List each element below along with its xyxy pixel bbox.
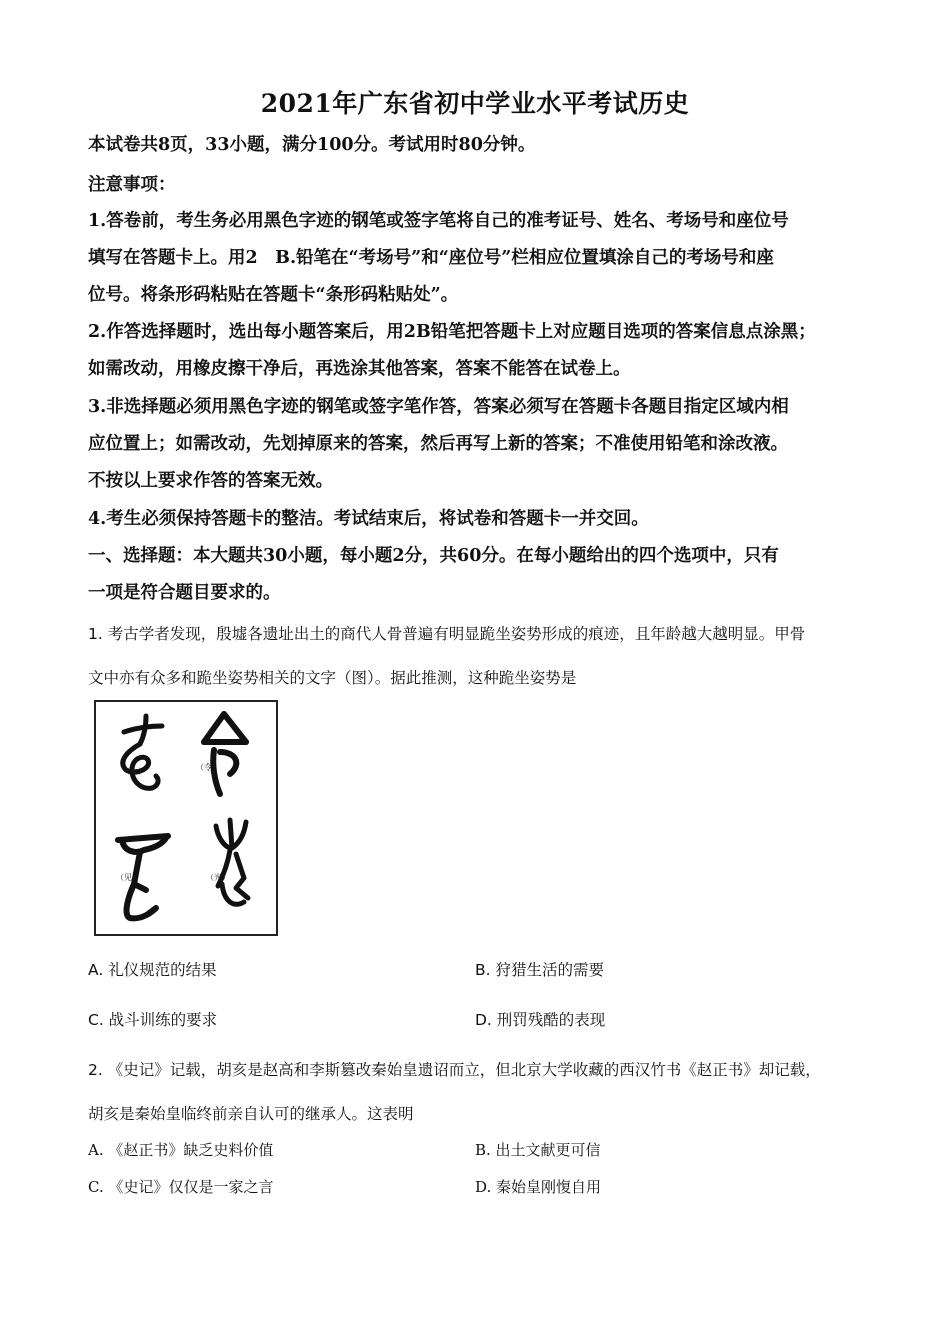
question-2-text: 2. 《史记》记载，胡亥是赵高和李斯篡改秦始皇遗诏而立，但北京大学收藏的西汉竹书《赵正书》却记载， bbox=[88, 1061, 821, 1079]
oracle-glyph-guang bbox=[216, 820, 248, 904]
page-title: 2021年广东省初中学业水平考试历史 bbox=[260, 89, 690, 118]
q2-option-a[interactable]: A. 《赵正书》缺乏史料价值 bbox=[88, 1141, 274, 1159]
notice-line: 不按以上要求作答的答案无效。 bbox=[88, 471, 333, 491]
q2-option-d[interactable]: D. 秦始皇刚愎自用 bbox=[475, 1178, 602, 1196]
notice-line: 4.考生必须保持答题卡的整洁。考试结束后，将试卷和答题卡一并交回。 bbox=[88, 509, 649, 529]
notice-line: 如需改动，用橡皮擦干净后，再选涂其他答案，答案不能答在试卷上。 bbox=[88, 359, 631, 379]
q1-option-a[interactable]: A. 礼仪规范的结果 bbox=[88, 961, 217, 979]
question-1-text: 文中亦有众多和跪坐姿势相关的文字（图）。据此推测，这种跪坐姿势是 bbox=[88, 669, 577, 687]
oracle-bone-figure bbox=[94, 700, 278, 936]
q1-option-d[interactable]: D. 刑罚残酷的表现 bbox=[475, 1011, 606, 1029]
notice-line: 位号。将条形码粘贴在答题卡“条形码粘贴处”。 bbox=[88, 285, 459, 305]
section-heading: 一、选择题：本大题共30小题，每小题2分，共60分。在每小题给出的四个选项中，只有 bbox=[88, 546, 779, 566]
notice-heading: 注意事项： bbox=[88, 175, 176, 195]
q2-option-b[interactable]: B. 出土文献更可信 bbox=[475, 1141, 601, 1159]
q1-option-c[interactable]: C. 战斗训练的要求 bbox=[88, 1011, 218, 1029]
question-1-text: 1. 考古学者发现，殷墟各遗址出土的商代人骨普遍有明显跪坐姿势形成的痕迹，且年龄越大越明显。甲骨 bbox=[88, 625, 806, 643]
notice-line: 3.非选择题必须用黑色字迹的钢笔或签字笔作答，答案必须写在答题卡各题目指定区域内相 bbox=[88, 397, 789, 417]
q1-option-b[interactable]: B. 狩猎生活的需要 bbox=[475, 961, 604, 979]
oracle-glyph-ling bbox=[204, 714, 246, 794]
question-2-text: 胡亥是秦始皇临终前亲自认可的继承人。这表明 bbox=[88, 1105, 414, 1123]
q2-option-c[interactable]: C. 《史记》仅仅是一家之言 bbox=[88, 1178, 274, 1196]
notice-line: 1.答卷前，考生务必用黑色字迹的钢笔或签字笔将自己的准考证号、姓名、考场号和座位号 bbox=[88, 211, 789, 231]
oracle-glyph-nv bbox=[123, 716, 162, 788]
glyph-label: （光） bbox=[206, 873, 230, 882]
notice-line: 填写在答题卡上。用2 B.铅笔在“考场号”和“座位号”栏相应位置填涂自己的考场号和座 bbox=[88, 248, 774, 268]
notice-line: 2.作答选择题时，选出每小题答案后，用2B铅笔把答题卡上对应题目选项的答案信息点涂黑； bbox=[88, 322, 816, 342]
intro-text: 本试卷共8页，33小题，满分100分。考试用时80分钟。 bbox=[88, 135, 536, 155]
section-heading: 一项是符合题目要求的。 bbox=[88, 583, 281, 603]
glyph-label: （见） bbox=[116, 873, 140, 882]
glyph-label: （令） bbox=[196, 763, 220, 772]
glyph-label: （女） bbox=[122, 767, 146, 776]
notice-line: 应位置上；如需改动，先划掉原来的答案，然后再写上新的答案；不准使用铅笔和涂改液。 bbox=[88, 434, 788, 454]
